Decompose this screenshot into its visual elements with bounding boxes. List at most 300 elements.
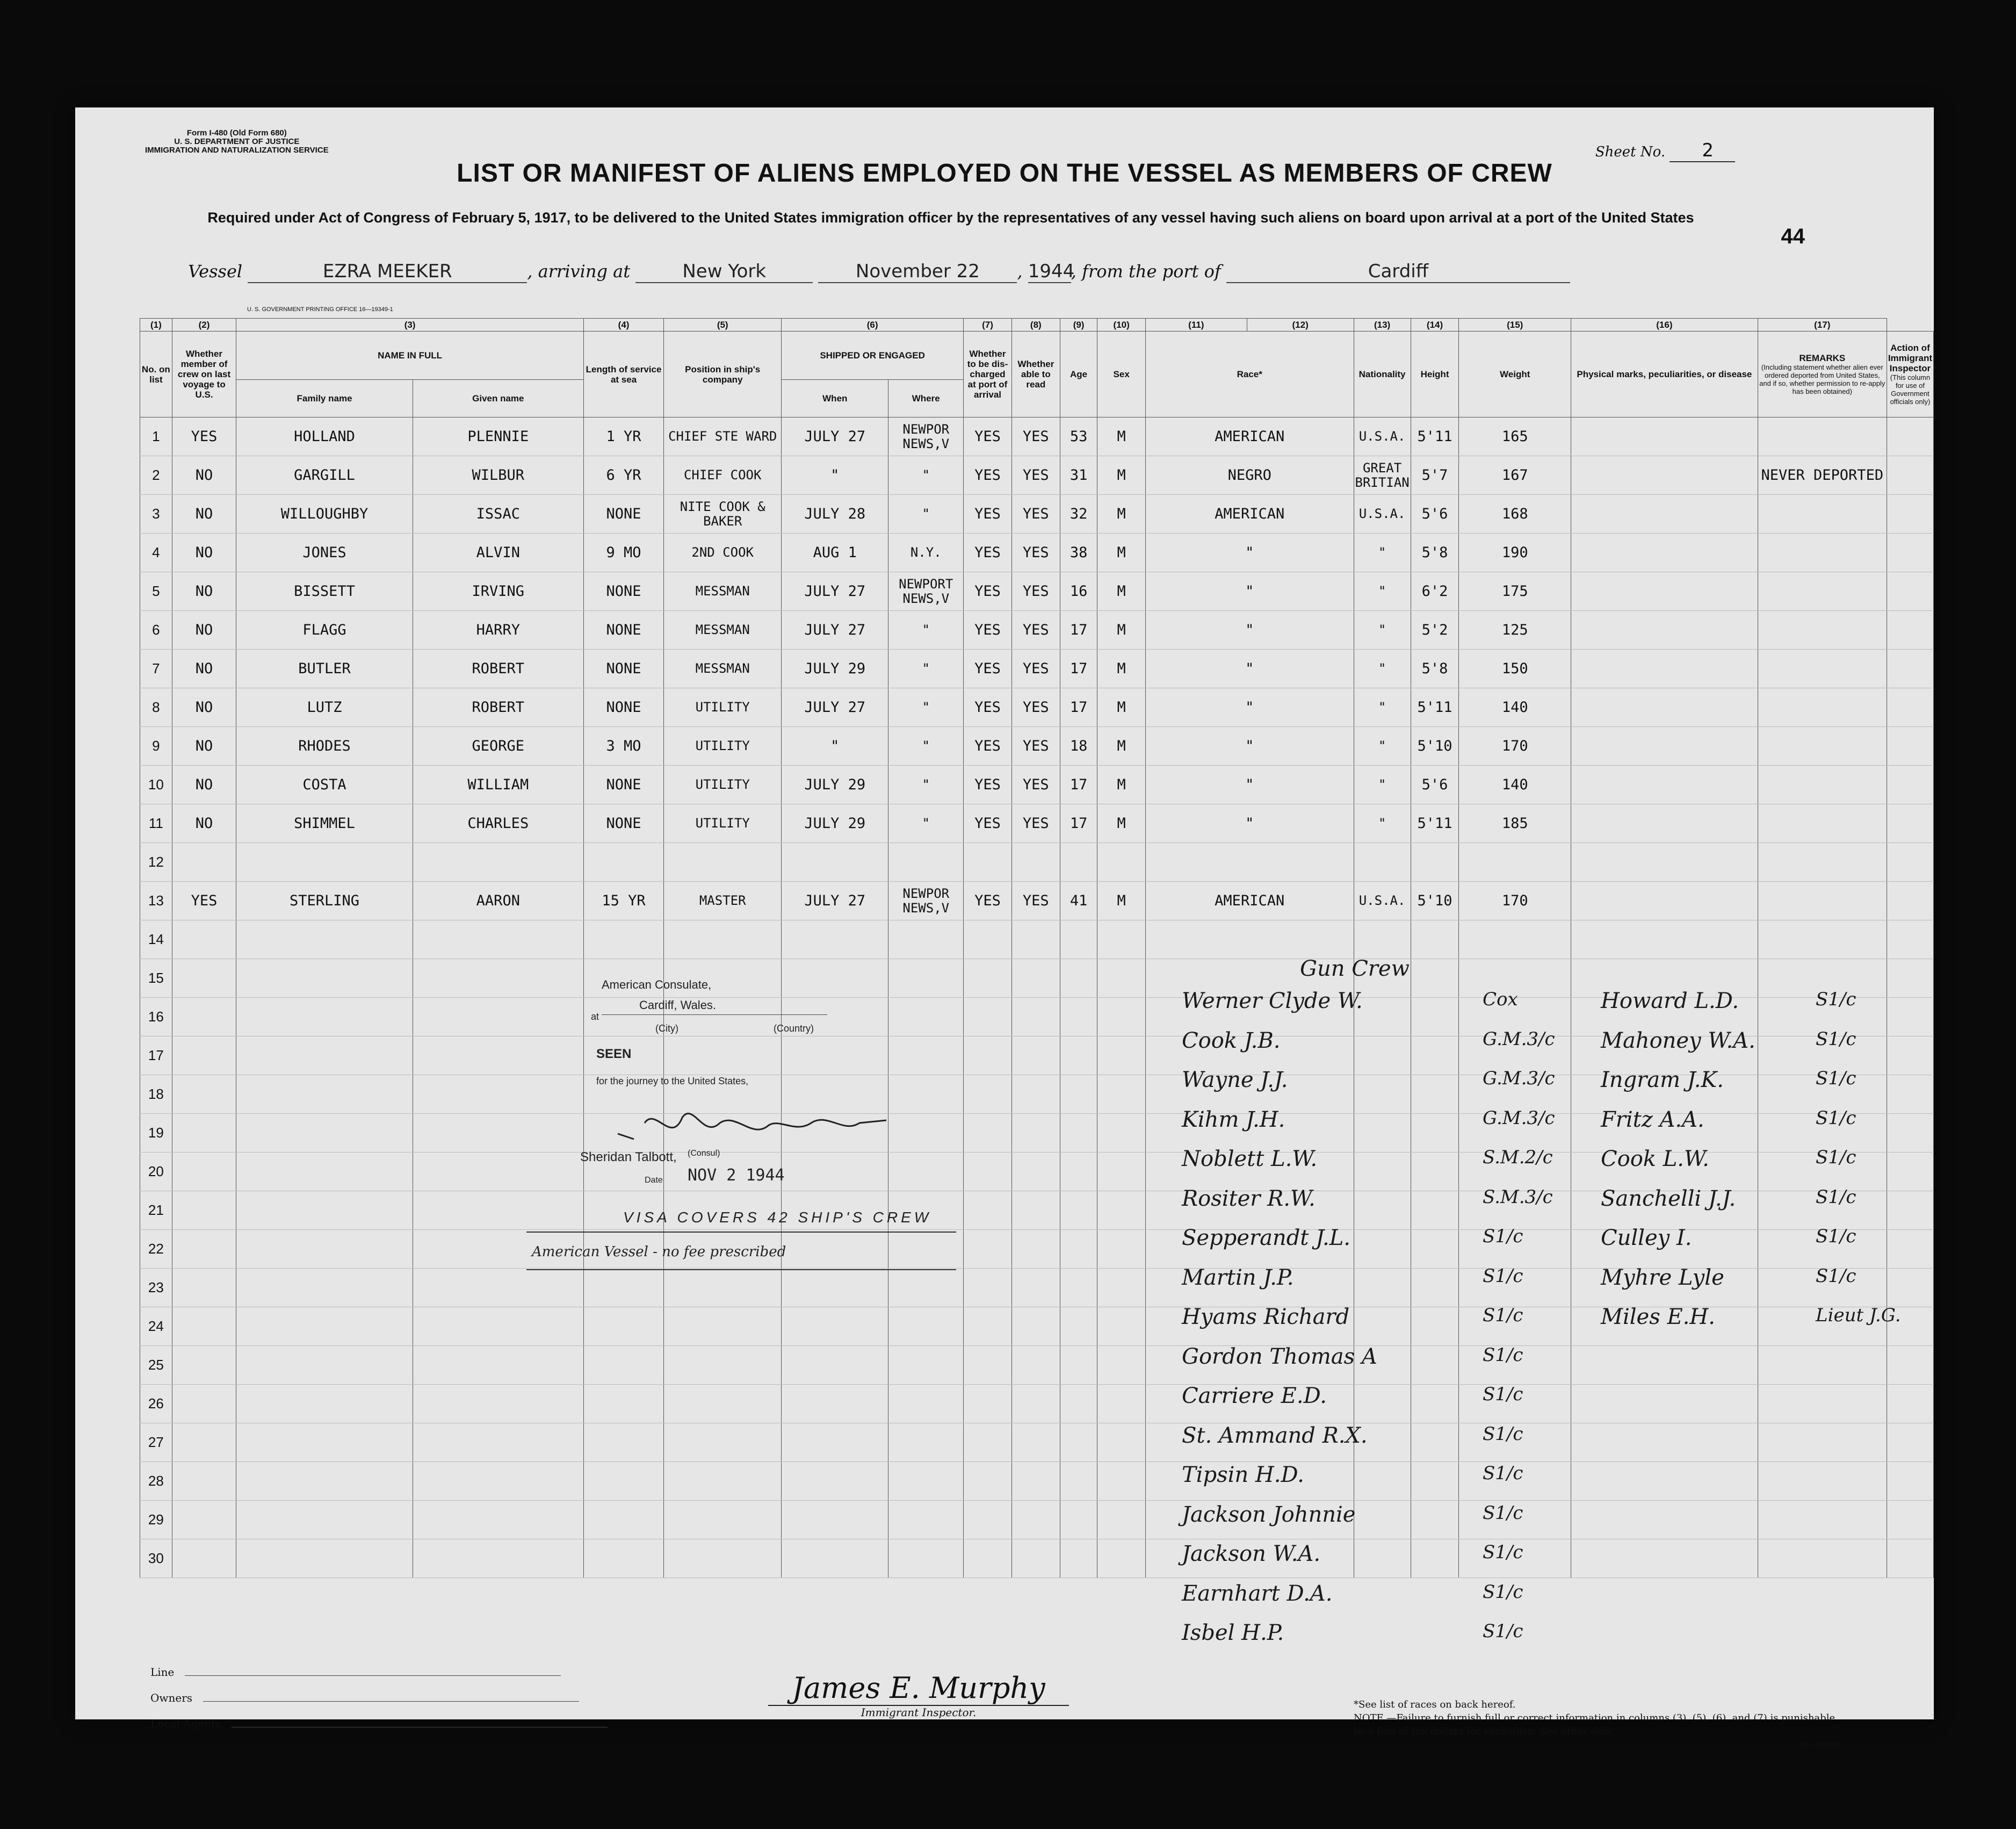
- weight-cell: 175: [1459, 572, 1571, 611]
- length-service-cell: NONE: [583, 688, 663, 727]
- last-voyage-cell: [172, 998, 236, 1036]
- family-name-cell: FLAGG: [236, 611, 413, 650]
- family-name-cell: [236, 1075, 413, 1114]
- line-number-cell: 7: [140, 650, 172, 688]
- remarks-cell: [1758, 572, 1887, 611]
- remarks-cell: NEVER DEPORTED: [1758, 456, 1887, 495]
- family-name-cell: SHIMMEL: [236, 804, 413, 843]
- able-to-read-cell: YES: [1011, 417, 1060, 456]
- inspector-action-cell: [1887, 727, 1933, 766]
- position-cell: UTILITY: [664, 688, 782, 727]
- form-number: Form I-480 (Old Form 680): [186, 128, 287, 138]
- discharged-cell: YES: [964, 417, 1012, 456]
- gun-crew-name: Myhre Lyle: [1601, 1265, 1724, 1290]
- sex-cell: M: [1097, 766, 1145, 804]
- gun-crew-rate: S1/c: [1483, 1344, 1523, 1366]
- nationality-cell: [1354, 1191, 1411, 1230]
- agents-label: Local Agents: [150, 1717, 221, 1730]
- line-number-cell: 14: [140, 920, 172, 959]
- age-cell: [1060, 1423, 1097, 1462]
- gun-crew-rate: S1/c: [1483, 1621, 1523, 1642]
- sheet-number-label: Sheet No.: [1595, 144, 1666, 160]
- last-voyage-cell: [172, 1501, 236, 1539]
- action-title: Action of Immigrant Inspector: [1888, 343, 1933, 373]
- shipped-where-cell: ": [888, 456, 964, 495]
- shipped-when-cell: [782, 1423, 888, 1462]
- column-number: (4): [583, 319, 663, 332]
- header-race: Race*: [1145, 332, 1354, 417]
- table-row: [140, 804, 1934, 843]
- height-cell: [1411, 1346, 1459, 1385]
- table-row: [140, 766, 1934, 804]
- races-note: *See list of races on back hereof.: [1354, 1699, 1516, 1710]
- sex-cell: M: [1097, 611, 1145, 650]
- age-cell: 41: [1060, 882, 1097, 920]
- length-service-cell: NONE: [583, 611, 663, 650]
- race-cell: ": [1145, 727, 1354, 766]
- nationality-cell: [1354, 1501, 1411, 1539]
- shipped-where-cell: ": [888, 727, 964, 766]
- height-cell: [1411, 1501, 1459, 1539]
- line-number-cell: 6: [140, 611, 172, 650]
- gun-crew-rate: S1/c: [1816, 1107, 1856, 1129]
- inspector-action-cell: [1887, 1501, 1933, 1539]
- race-cell: [1145, 920, 1354, 959]
- remarks-title: REMARKS: [1799, 353, 1846, 363]
- given-name-cell: ROBERT: [413, 688, 583, 727]
- given-name-cell: [413, 1423, 583, 1462]
- inspector-action-cell: [1887, 959, 1933, 998]
- shipped-where-cell: NEWPORT NEWS,V: [888, 572, 964, 611]
- able-to-read-cell: YES: [1011, 534, 1060, 572]
- age-cell: [1060, 1036, 1097, 1075]
- remarks-cell: [1758, 1346, 1887, 1385]
- shipped-where-cell: ": [888, 611, 964, 650]
- line-number-cell: 27: [140, 1423, 172, 1462]
- sex-cell: M: [1097, 882, 1145, 920]
- race-cell: ": [1145, 688, 1354, 727]
- height-cell: 5'10: [1411, 727, 1459, 766]
- family-name-cell: [236, 998, 413, 1036]
- discharged-cell: [964, 1539, 1012, 1578]
- given-name-cell: ROBERT: [413, 650, 583, 688]
- weight-cell: [1459, 920, 1571, 959]
- table-row: [140, 727, 1934, 766]
- remarks-note: (Including statement whether alien ever ordered deported from United States, and if so, whether permission to re-apply has been obtained): [1759, 363, 1885, 395]
- age-cell: 18: [1060, 727, 1097, 766]
- inspector-action-cell: [1887, 495, 1933, 534]
- inspector-action-cell: [1887, 804, 1933, 843]
- shipped-when-cell: [782, 920, 888, 959]
- consul-name: Sheridan Talbott,: [580, 1150, 677, 1164]
- height-cell: [1411, 1191, 1459, 1230]
- line-label: Line: [150, 1666, 175, 1679]
- weight-cell: 167: [1459, 456, 1571, 495]
- shipped-where-cell: NEWPOR NEWS,V: [888, 882, 964, 920]
- inspector-action-cell: [1887, 456, 1933, 495]
- physical-marks-cell: [1571, 1539, 1758, 1578]
- consulate-city: Cardiff, Wales.: [639, 998, 717, 1012]
- height-cell: [1411, 1462, 1459, 1501]
- height-cell: [1411, 998, 1459, 1036]
- given-name-cell: AARON: [413, 882, 583, 920]
- table-row: [140, 611, 1934, 650]
- sheet-number-value: 2: [1670, 140, 1735, 162]
- age-cell: [1060, 1385, 1097, 1423]
- gun-crew-rate: S1/c: [1816, 1068, 1856, 1089]
- inspector-action-cell: [1887, 882, 1933, 920]
- table-row: [140, 1385, 1934, 1423]
- column-number: (17): [1758, 319, 1887, 332]
- inspector-action-cell: [1887, 920, 1933, 959]
- family-name-cell: [236, 1114, 413, 1153]
- inspector-action-cell: [1887, 1036, 1933, 1075]
- inspector-action-cell: [1887, 417, 1933, 456]
- header-weight: Weight: [1459, 332, 1571, 417]
- stamp-at-label: at: [591, 1011, 599, 1022]
- nationality-cell: [1354, 1114, 1411, 1153]
- nationality-cell: ": [1354, 688, 1411, 727]
- table-row: [140, 1346, 1934, 1385]
- race-cell: ": [1145, 766, 1354, 804]
- length-service-cell: NONE: [583, 495, 663, 534]
- discharged-cell: YES: [964, 688, 1012, 727]
- weight-cell: 190: [1459, 534, 1571, 572]
- discharged-cell: YES: [964, 611, 1012, 650]
- family-name-cell: BISSETT: [236, 572, 413, 611]
- last-voyage-cell: [172, 1269, 236, 1307]
- table-row: [140, 1462, 1934, 1501]
- remarks-cell: [1758, 611, 1887, 650]
- fee-note: American Vessel - no fee prescribed: [532, 1244, 786, 1260]
- inspector-action-cell: [1887, 650, 1933, 688]
- nationality-cell: U.S.A.: [1354, 882, 1411, 920]
- shipped-when-cell: [782, 843, 888, 882]
- gun-crew-name: Mahoney W.A.: [1601, 1028, 1755, 1053]
- manifest-sheet: [75, 107, 1934, 1749]
- remarks-cell: [1758, 417, 1887, 456]
- last-voyage-cell: [172, 1075, 236, 1114]
- gun-crew-name: Hyams Richard: [1182, 1305, 1350, 1329]
- nationality-cell: [1354, 843, 1411, 882]
- line-number-cell: 15: [140, 959, 172, 998]
- remarks-cell: [1758, 650, 1887, 688]
- age-cell: [1060, 959, 1097, 998]
- remarks-cell: [1758, 1539, 1887, 1578]
- sex-cell: M: [1097, 727, 1145, 766]
- position-cell: 2ND COOK: [664, 534, 782, 572]
- gun-crew-name: Miles E.H.: [1601, 1305, 1715, 1329]
- given-name-cell: CHARLES: [413, 804, 583, 843]
- nationality-cell: [1354, 920, 1411, 959]
- age-cell: [1060, 1307, 1097, 1346]
- header-given-name: Given name: [413, 380, 583, 417]
- able-to-read-cell: YES: [1011, 495, 1060, 534]
- family-name-cell: [236, 1036, 413, 1075]
- position-cell: [664, 843, 782, 882]
- gun-crew-name: Sepperandt J.L.: [1182, 1226, 1351, 1250]
- sex-cell: [1097, 1346, 1145, 1385]
- inspector-action-cell: [1887, 611, 1933, 650]
- family-name-cell: COSTA: [236, 766, 413, 804]
- family-name-cell: BUTLER: [236, 650, 413, 688]
- shipped-where-cell: ": [888, 766, 964, 804]
- gun-crew-rate: S1/c: [1483, 1463, 1523, 1484]
- last-voyage-cell: [172, 1114, 236, 1153]
- family-name-cell: GARGILL: [236, 456, 413, 495]
- able-to-read-cell: [1011, 1501, 1060, 1539]
- header-name-in-full: NAME IN FULL: [236, 332, 584, 380]
- line-number-cell: 18: [140, 1075, 172, 1114]
- able-to-read-cell: YES: [1011, 572, 1060, 611]
- length-service-cell: [583, 1501, 663, 1539]
- given-name-cell: ALVIN: [413, 534, 583, 572]
- height-cell: 5'7: [1411, 456, 1459, 495]
- physical-marks-cell: [1571, 572, 1758, 611]
- header-shipped-engaged: SHIPPED OR ENGAGED: [782, 332, 964, 380]
- sex-cell: [1097, 1423, 1145, 1462]
- height-cell: [1411, 1307, 1459, 1346]
- sex-cell: [1097, 1501, 1145, 1539]
- gun-crew-name: Ingram J.K.: [1601, 1068, 1724, 1092]
- physical-marks-cell: [1571, 1385, 1758, 1423]
- header-discharged: Whether to be dis-charged at port of arrival: [964, 332, 1012, 417]
- position-cell: MESSMAN: [664, 572, 782, 611]
- inspector-action-cell: [1887, 1269, 1933, 1307]
- discharged-cell: [964, 1423, 1012, 1462]
- gun-crew-name: St. Ammand R.X.: [1182, 1423, 1368, 1448]
- weight-cell: 140: [1459, 766, 1571, 804]
- age-cell: [1060, 1269, 1097, 1307]
- physical-marks-cell: [1571, 611, 1758, 650]
- length-service-cell: NONE: [583, 650, 663, 688]
- race-cell: AMERICAN: [1145, 882, 1354, 920]
- gun-crew-rate: G.M.3/c: [1483, 1028, 1555, 1050]
- column-number: (2): [172, 319, 236, 332]
- service-name: IMMIGRATION AND NATURALIZATION SERVICE: [145, 146, 329, 155]
- consulate-name: American Consulate,: [602, 978, 712, 991]
- race-cell: ": [1145, 611, 1354, 650]
- inspector-action-cell: [1887, 1114, 1933, 1153]
- line-number-cell: 17: [140, 1036, 172, 1075]
- sex-cell: [1097, 1153, 1145, 1191]
- column-number: (9): [1060, 319, 1097, 332]
- height-cell: 5'11: [1411, 417, 1459, 456]
- age-cell: [1060, 998, 1097, 1036]
- length-service-cell: [583, 1539, 663, 1578]
- gun-crew-rate: Cox: [1483, 989, 1518, 1010]
- nationality-cell: [1354, 1539, 1411, 1578]
- remarks-cell: [1758, 534, 1887, 572]
- nationality-cell: [1354, 1269, 1411, 1307]
- sex-cell: M: [1097, 417, 1145, 456]
- remarks-cell: [1758, 766, 1887, 804]
- last-voyage-cell: [172, 1191, 236, 1230]
- family-name-cell: RHODES: [236, 727, 413, 766]
- header-family-name: Family name: [236, 380, 413, 417]
- age-cell: 17: [1060, 650, 1097, 688]
- length-service-cell: [583, 843, 663, 882]
- last-voyage-cell: NO: [172, 688, 236, 727]
- discharged-cell: [964, 1462, 1012, 1501]
- last-voyage-cell: YES: [172, 882, 236, 920]
- length-service-cell: NONE: [583, 804, 663, 843]
- weight-cell: 165: [1459, 417, 1571, 456]
- nationality-cell: ": [1354, 572, 1411, 611]
- family-name-cell: [236, 920, 413, 959]
- header-no-on-list: No. on list: [140, 332, 172, 417]
- page-number: 44: [1781, 225, 1805, 248]
- given-name-cell: [413, 1462, 583, 1501]
- consul-signature: [612, 1101, 892, 1150]
- position-cell: [664, 920, 782, 959]
- form-code: 16—19349: [1799, 1741, 1837, 1749]
- last-voyage-cell: NO: [172, 456, 236, 495]
- table-row: [140, 650, 1934, 688]
- nationality-cell: [1354, 1307, 1411, 1346]
- discharged-cell: YES: [964, 727, 1012, 766]
- stamp-country-label: (Country): [774, 1023, 814, 1034]
- family-name-cell: [236, 1307, 413, 1346]
- stamp-seen: SEEN: [596, 1047, 632, 1061]
- last-voyage-cell: NO: [172, 534, 236, 572]
- able-to-read-cell: [1011, 843, 1060, 882]
- age-cell: [1060, 1501, 1097, 1539]
- able-to-read-cell: [1011, 1423, 1060, 1462]
- position-cell: UTILITY: [664, 804, 782, 843]
- line-number-cell: 9: [140, 727, 172, 766]
- table-row: [140, 1423, 1934, 1462]
- given-name-cell: [413, 1539, 583, 1578]
- able-to-read-cell: [1011, 1539, 1060, 1578]
- physical-marks-cell: [1571, 766, 1758, 804]
- position-cell: MESSMAN: [664, 650, 782, 688]
- height-cell: [1411, 920, 1459, 959]
- race-cell: AMERICAN: [1145, 495, 1354, 534]
- last-voyage-cell: [172, 1462, 236, 1501]
- gun-crew-name: Earnhart D.A.: [1182, 1581, 1333, 1606]
- race-cell: [1145, 843, 1354, 882]
- gun-crew-rate: Lieut J.G.: [1816, 1305, 1901, 1326]
- remarks-cell: [1758, 843, 1887, 882]
- family-name-cell: [236, 1539, 413, 1578]
- family-name-cell: [236, 1191, 413, 1230]
- column-number: (7): [964, 319, 1012, 332]
- line-number-cell: 11: [140, 804, 172, 843]
- shipped-where-cell: [888, 843, 964, 882]
- height-cell: [1411, 1423, 1459, 1462]
- last-voyage-cell: NO: [172, 727, 236, 766]
- arrival-port: New York: [635, 261, 813, 283]
- discharged-cell: [964, 920, 1012, 959]
- able-to-read-cell: YES: [1011, 688, 1060, 727]
- shipped-when-cell: [782, 1539, 888, 1578]
- family-name-cell: LUTZ: [236, 688, 413, 727]
- column-number: (1): [140, 319, 172, 332]
- inspector-action-cell: [1887, 688, 1933, 727]
- gun-crew-rate: S1/c: [1483, 1226, 1523, 1247]
- position-cell: [664, 1501, 782, 1539]
- table-row: [140, 688, 1934, 727]
- shipped-when-cell: [782, 1501, 888, 1539]
- column-number: (10): [1097, 319, 1145, 332]
- last-voyage-cell: NO: [172, 495, 236, 534]
- last-voyage-cell: NO: [172, 611, 236, 650]
- shipped-where-cell: [888, 1462, 964, 1501]
- from-port-label: , from the port of: [1071, 261, 1221, 282]
- length-service-cell: [583, 920, 663, 959]
- position-cell: CHIEF COOK: [664, 456, 782, 495]
- column-number: (3): [236, 319, 584, 332]
- header-last-voyage: Whether member of crew on last voyage to U.S.: [172, 332, 236, 417]
- remarks-cell: [1758, 1385, 1887, 1423]
- table-row: [140, 1539, 1934, 1578]
- able-to-read-cell: [1011, 1462, 1060, 1501]
- height-cell: [1411, 1230, 1459, 1269]
- family-name-cell: [236, 1269, 413, 1307]
- sex-cell: [1097, 1230, 1145, 1269]
- nationality-cell: ": [1354, 611, 1411, 650]
- gun-crew-name: Werner Clyde W.: [1182, 989, 1363, 1013]
- header-height: Height: [1411, 332, 1459, 417]
- position-cell: MASTER: [664, 882, 782, 920]
- physical-marks-cell: [1571, 417, 1758, 456]
- height-cell: [1411, 1269, 1459, 1307]
- shipped-where-cell: NEWPOR NEWS,V: [888, 417, 964, 456]
- line-number-cell: 10: [140, 766, 172, 804]
- gun-crew-name: Culley I.: [1601, 1226, 1692, 1250]
- vessel-line: Vessel EZRA MEEKER , arriving at New York November 22 , 1944, from the port of Cardiff: [188, 261, 1570, 283]
- nationality-cell: ": [1354, 650, 1411, 688]
- last-voyage-cell: [172, 1385, 236, 1423]
- table-row: [140, 572, 1934, 611]
- sex-cell: M: [1097, 688, 1145, 727]
- column-number: (5): [664, 319, 782, 332]
- column-number: (14): [1411, 319, 1459, 332]
- gun-crew-name: Wayne J.J.: [1182, 1068, 1288, 1092]
- vessel-name: EZRA MEEKER: [248, 261, 527, 283]
- gun-crew-name: Howard L.D.: [1601, 989, 1739, 1013]
- shipped-when-cell: JULY 28: [782, 495, 888, 534]
- last-voyage-cell: [172, 1423, 236, 1462]
- length-service-cell: [583, 1423, 663, 1462]
- family-name-cell: JONES: [236, 534, 413, 572]
- last-voyage-cell: NO: [172, 650, 236, 688]
- printer-imprint: U. S. GOVERNMENT PRINTING OFFICE 16—19349-1: [247, 306, 393, 313]
- able-to-read-cell: [1011, 920, 1060, 959]
- nationality-cell: [1354, 1153, 1411, 1191]
- able-to-read-cell: YES: [1011, 766, 1060, 804]
- position-cell: UTILITY: [664, 727, 782, 766]
- given-name-cell: [413, 1501, 583, 1539]
- height-cell: [1411, 843, 1459, 882]
- remarks-cell: [1758, 495, 1887, 534]
- race-cell: AMERICAN: [1145, 417, 1354, 456]
- shipped-where-cell: ": [888, 495, 964, 534]
- remarks-cell: [1758, 1423, 1887, 1462]
- header-remarks: [1758, 332, 1887, 417]
- physical-marks-cell: [1571, 534, 1758, 572]
- discharged-cell: YES: [964, 804, 1012, 843]
- gun-crew-name: Cook J.B.: [1182, 1028, 1281, 1053]
- inspector-action-cell: [1887, 1191, 1933, 1230]
- gun-crew-name: Kihm J.H.: [1182, 1107, 1285, 1132]
- document-title: LIST OR MANIFEST OF ALIENS EMPLOYED ON THE VESSEL AS MEMBERS OF CREW: [457, 159, 1552, 188]
- nationality-cell: GREAT BRITIAN: [1354, 456, 1411, 495]
- age-cell: [1060, 1075, 1097, 1114]
- shipped-where-cell: ": [888, 688, 964, 727]
- age-cell: 16: [1060, 572, 1097, 611]
